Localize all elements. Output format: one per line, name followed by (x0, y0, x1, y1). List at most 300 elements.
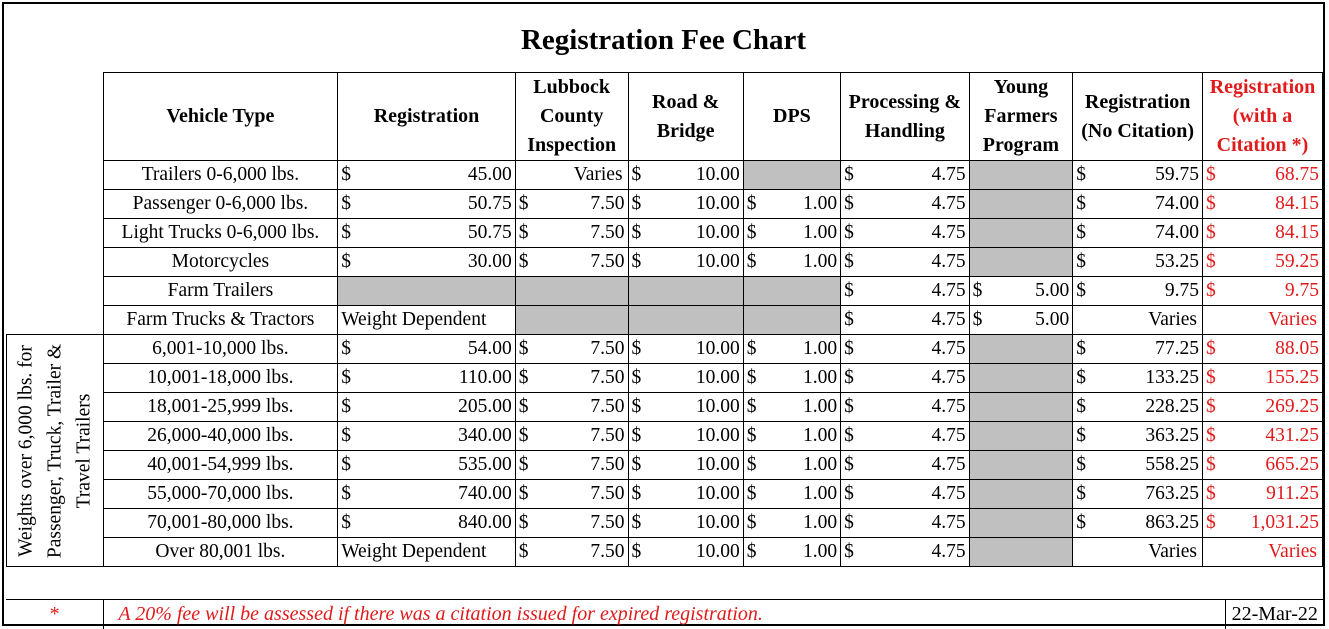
currency-symbol: $ (746, 425, 757, 446)
currency-symbol: $ (972, 280, 983, 301)
currency-symbol: $ (1206, 483, 1216, 504)
amount-value: 7.50 (590, 338, 625, 359)
currency-symbol: $ (844, 396, 854, 417)
currency-symbol: $ (518, 251, 529, 272)
young-farmers-cell (969, 277, 1073, 306)
with-citation-cell: Varies (1203, 306, 1323, 335)
registration-cell (338, 451, 516, 480)
processing-cell (841, 393, 970, 422)
registration-cell (338, 190, 516, 219)
amount-value: 1.00 (802, 396, 838, 417)
with-citation-cell (1203, 422, 1323, 451)
currency-symbol: $ (844, 309, 854, 330)
fee-row (7, 451, 1323, 480)
currency-symbol: $ (1076, 251, 1087, 272)
processing-cell (841, 480, 970, 509)
currency-symbol: $ (341, 512, 351, 533)
registration-cell (338, 480, 516, 509)
amount-value: 7.50 (590, 425, 625, 446)
currency-symbol: $ (518, 222, 529, 243)
amount-value: 863.25 (1145, 512, 1200, 533)
no-citation-cell (1073, 190, 1203, 219)
currency-symbol: $ (844, 338, 854, 359)
currency-symbol: $ (1206, 367, 1216, 388)
inspection-cell (515, 509, 628, 538)
amount-value: 10.00 (695, 425, 740, 446)
with-citation-cell (1203, 451, 1323, 480)
amount-value: 59.25 (1275, 251, 1319, 272)
currency-symbol: $ (1076, 367, 1087, 388)
amount-value: 10.00 (695, 338, 740, 359)
processing-cell (841, 219, 970, 248)
header-lubbock-inspection: Lubbock County Inspection (515, 73, 628, 161)
header-dps: DPS (743, 73, 840, 161)
footnote-star: * (6, 600, 104, 629)
currency-symbol: $ (1206, 396, 1216, 417)
road-bridge-cell (628, 509, 743, 538)
dps-cell (743, 509, 840, 538)
amount-value: 88.05 (1275, 338, 1319, 359)
currency-symbol: $ (1076, 483, 1087, 504)
vehicle-type-cell: 6,001-10,000 lbs. (103, 335, 338, 364)
weight-group-label (7, 335, 104, 567)
amount-value: 7.50 (590, 193, 625, 214)
currency-symbol: $ (341, 425, 351, 446)
amount-value: 10.00 (695, 541, 740, 562)
fee-row (7, 480, 1323, 509)
currency-symbol: $ (844, 483, 854, 504)
dps-cell (743, 538, 840, 567)
footnote-text: A 20% fee will be assessed if there was a citation issued for expired registration. (118, 603, 763, 625)
amount-value: 4.75 (931, 483, 966, 504)
road-bridge-cell (628, 306, 743, 335)
with-citation-cell (1203, 190, 1323, 219)
registration-cell: Weight Dependent (338, 538, 516, 567)
dps-cell (743, 219, 840, 248)
inspection-cell (515, 364, 628, 393)
vehicle-type-cell: Farm Trailers (103, 277, 338, 306)
vehicle-type-cell: 10,001-18,000 lbs. (103, 364, 338, 393)
vehicle-type-cell: Light Trucks 0-6,000 lbs. (103, 219, 338, 248)
amount-value: 7.50 (590, 454, 625, 475)
inspection-cell (515, 190, 628, 219)
amount-value: 205.00 (458, 396, 512, 417)
no-citation-cell: Varies (1073, 538, 1203, 567)
currency-symbol: $ (1076, 280, 1087, 301)
processing-cell (841, 422, 970, 451)
road-bridge-cell (628, 364, 743, 393)
processing-cell (841, 277, 970, 306)
currency-symbol: $ (1076, 222, 1087, 243)
currency-symbol: $ (746, 222, 757, 243)
amount-value: 1.00 (802, 367, 838, 388)
no-citation-cell (1073, 248, 1203, 277)
currency-symbol: $ (1076, 396, 1087, 417)
amount-value: 1.00 (802, 222, 838, 243)
currency-symbol: $ (341, 193, 351, 214)
currency-symbol: $ (341, 164, 351, 185)
amount-value: 4.75 (931, 541, 966, 562)
footnote-gap (6, 570, 1323, 600)
with-citation-cell (1203, 480, 1323, 509)
currency-symbol: $ (844, 164, 854, 185)
amount-value: 4.75 (931, 309, 966, 330)
vehicle-type-cell: 18,001-25,999 lbs. (103, 393, 338, 422)
amount-value: 77.25 (1155, 338, 1200, 359)
young-farmers-cell (969, 248, 1073, 277)
registration-cell (338, 248, 516, 277)
row-spacer (7, 306, 104, 335)
amount-value: 53.25 (1155, 251, 1200, 272)
currency-symbol: $ (844, 454, 854, 475)
processing-cell (841, 509, 970, 538)
currency-symbol: $ (746, 541, 757, 562)
header-with-citation: Registration (with a Citation *) (1203, 73, 1323, 161)
amount-value: 4.75 (931, 454, 966, 475)
currency-symbol: $ (518, 367, 529, 388)
amount-value: 9.75 (1284, 280, 1319, 301)
amount-value: 10.00 (695, 251, 740, 272)
chart-title: Registration Fee Chart (520, 24, 807, 56)
currency-symbol: $ (844, 222, 854, 243)
young-farmers-cell (969, 538, 1073, 567)
amount-value: 10.00 (695, 483, 740, 504)
dps-cell (743, 364, 840, 393)
row-spacer (7, 248, 104, 277)
fee-row (7, 364, 1323, 393)
no-citation-cell (1073, 480, 1203, 509)
amount-value: 665.25 (1265, 454, 1319, 475)
amount-value: 9.75 (1164, 280, 1200, 301)
no-citation-cell (1073, 393, 1203, 422)
no-citation-cell (1073, 451, 1203, 480)
processing-cell (841, 190, 970, 219)
with-citation-cell (1203, 219, 1323, 248)
registration-cell: Weight Dependent (338, 306, 516, 335)
amount-value: 54.00 (467, 338, 512, 359)
currency-symbol: $ (1076, 193, 1087, 214)
amount-value: 155.25 (1265, 367, 1319, 388)
road-bridge-cell (628, 422, 743, 451)
young-farmers-cell (969, 509, 1073, 538)
amount-value: 68.75 (1275, 164, 1319, 185)
amount-value: 10.00 (695, 222, 740, 243)
amount-value: 740.00 (458, 483, 512, 504)
young-farmers-cell (969, 422, 1073, 451)
with-citation-cell (1203, 277, 1323, 306)
amount-value: 74.00 (1155, 193, 1200, 214)
inspection-cell (515, 422, 628, 451)
young-farmers-cell (969, 219, 1073, 248)
currency-symbol: $ (518, 512, 529, 533)
amount-value: 535.00 (458, 454, 512, 475)
currency-symbol: $ (1076, 425, 1087, 446)
amount-value: 74.00 (1155, 222, 1200, 243)
currency-symbol: $ (1076, 164, 1087, 185)
currency-symbol: $ (746, 396, 757, 417)
inspection-cell (515, 335, 628, 364)
currency-symbol: $ (1076, 512, 1087, 533)
currency-symbol: $ (1206, 425, 1216, 446)
amount-value: 340.00 (458, 425, 512, 446)
young-farmers-cell (969, 364, 1073, 393)
header-young-farmers: Young Farmers Program (969, 73, 1073, 161)
currency-symbol: $ (746, 338, 757, 359)
fee-row (7, 393, 1323, 422)
inspection-cell (515, 393, 628, 422)
amount-value: 4.75 (931, 338, 966, 359)
registration-cell (338, 161, 516, 190)
amount-value: 5.00 (1035, 309, 1070, 330)
amount-value: 4.75 (931, 193, 966, 214)
no-citation-cell (1073, 509, 1203, 538)
amount-value: 911.25 (1266, 483, 1319, 504)
amount-value: 1.00 (802, 512, 838, 533)
amount-value: 4.75 (931, 222, 966, 243)
road-bridge-cell (628, 161, 743, 190)
vehicle-type-cell: 55,000-70,000 lbs. (103, 480, 338, 509)
vehicle-type-cell: 70,001-80,000 lbs. (103, 509, 338, 538)
young-farmers-cell (969, 335, 1073, 364)
chart-date: 22-Mar-22 (1226, 600, 1323, 629)
inspection-cell: Varies (515, 161, 628, 190)
amount-value: 4.75 (931, 280, 966, 301)
dps-cell (743, 190, 840, 219)
amount-value: 10.00 (695, 512, 740, 533)
amount-value: 110.00 (458, 367, 512, 388)
currency-symbol: $ (341, 483, 351, 504)
fee-row (7, 248, 1323, 277)
amount-value: 1.00 (802, 454, 838, 475)
currency-symbol: $ (631, 164, 642, 185)
with-citation-cell (1203, 393, 1323, 422)
amount-value: 30.00 (467, 251, 512, 272)
row-spacer (7, 190, 104, 219)
registration-cell (338, 422, 516, 451)
amount-value: 1.00 (802, 483, 838, 504)
inspection-cell (515, 306, 628, 335)
header-row (7, 73, 1323, 161)
amount-value: 431.25 (1265, 425, 1319, 446)
amount-value: 7.50 (590, 512, 625, 533)
fee-row (7, 509, 1323, 538)
amount-value: 10.00 (695, 193, 740, 214)
fee-row (7, 161, 1323, 190)
currency-symbol: $ (1206, 193, 1216, 214)
header-no-citation: Registration (No Citation) (1073, 73, 1203, 161)
currency-symbol: $ (518, 454, 529, 475)
currency-symbol: $ (844, 193, 854, 214)
fee-chart-sheet (2, 2, 1325, 626)
dps-cell (743, 393, 840, 422)
currency-symbol: $ (631, 193, 642, 214)
currency-symbol: $ (1206, 338, 1216, 359)
vehicle-type-cell: Farm Trucks & Tractors (103, 306, 338, 335)
amount-value: 45.00 (467, 164, 512, 185)
currency-symbol: $ (844, 512, 854, 533)
amount-value: 84.15 (1275, 222, 1319, 243)
amount-value: 50.75 (467, 222, 512, 243)
road-bridge-cell (628, 538, 743, 567)
amount-value: 1.00 (802, 193, 838, 214)
registration-cell (338, 509, 516, 538)
road-bridge-cell (628, 277, 743, 306)
amount-value: 7.50 (590, 396, 625, 417)
amount-value: 763.25 (1145, 483, 1200, 504)
currency-symbol: $ (746, 483, 757, 504)
vehicle-type-cell: Motorcycles (103, 248, 338, 277)
road-bridge-cell (628, 219, 743, 248)
fee-row (7, 277, 1323, 306)
currency-symbol: $ (518, 483, 529, 504)
inspection-cell (515, 248, 628, 277)
dps-cell (743, 161, 840, 190)
road-bridge-cell (628, 393, 743, 422)
dps-cell (743, 480, 840, 509)
registration-cell (338, 335, 516, 364)
currency-symbol: $ (1076, 454, 1087, 475)
young-farmers-cell (969, 306, 1073, 335)
young-farmers-cell (969, 190, 1073, 219)
currency-symbol: $ (631, 222, 642, 243)
currency-symbol: $ (844, 280, 854, 301)
amount-value: 7.50 (590, 541, 625, 562)
amount-value: 5.00 (1035, 280, 1070, 301)
currency-symbol: $ (1206, 454, 1216, 475)
currency-symbol: $ (631, 454, 642, 475)
weight-group-text: Weights over 6,000 lbs. for Passenger, Truck, Trailer & Travel Trailers (15, 343, 95, 558)
registration-cell (338, 393, 516, 422)
amount-value: 7.50 (590, 251, 625, 272)
row-spacer (7, 219, 104, 248)
processing-cell (841, 161, 970, 190)
amount-value: 4.75 (931, 164, 966, 185)
amount-value: 1.00 (802, 541, 838, 562)
with-citation-cell (1203, 509, 1323, 538)
amount-value: 4.75 (931, 425, 966, 446)
amount-value: 50.75 (467, 193, 512, 214)
amount-value: 7.50 (590, 222, 625, 243)
young-farmers-cell (969, 161, 1073, 190)
processing-cell (841, 306, 970, 335)
fee-row (7, 335, 1323, 364)
with-citation-cell (1203, 161, 1323, 190)
road-bridge-cell (628, 451, 743, 480)
currency-symbol: $ (341, 367, 351, 388)
vehicle-type-cell: Trailers 0-6,000 lbs. (103, 161, 338, 190)
amount-value: 7.50 (590, 367, 625, 388)
registration-cell (338, 364, 516, 393)
processing-cell (841, 451, 970, 480)
amount-value: 4.75 (931, 251, 966, 272)
currency-symbol: $ (518, 396, 529, 417)
processing-cell (841, 335, 970, 364)
currency-symbol: $ (341, 338, 351, 359)
currency-symbol: $ (1076, 338, 1087, 359)
currency-symbol: $ (631, 396, 642, 417)
inspection-cell (515, 451, 628, 480)
header-spacer (7, 73, 104, 161)
currency-symbol: $ (1206, 251, 1216, 272)
no-citation-cell (1073, 335, 1203, 364)
currency-symbol: $ (746, 512, 757, 533)
dps-cell (743, 422, 840, 451)
amount-value: 7.50 (590, 483, 625, 504)
currency-symbol: $ (631, 483, 642, 504)
currency-symbol: $ (631, 251, 642, 272)
currency-symbol: $ (844, 541, 854, 562)
currency-symbol: $ (518, 193, 529, 214)
fee-row (7, 190, 1323, 219)
header-registration: Registration (338, 73, 516, 161)
currency-symbol: $ (746, 251, 757, 272)
currency-symbol: $ (972, 309, 983, 330)
currency-symbol: $ (844, 251, 854, 272)
with-citation-cell (1203, 364, 1323, 393)
dps-cell (743, 335, 840, 364)
inspection-cell (515, 277, 628, 306)
amount-value: 1.00 (802, 338, 838, 359)
amount-value: 4.75 (931, 512, 966, 533)
vehicle-type-cell: Over 80,001 lbs. (103, 538, 338, 567)
with-citation-cell (1203, 335, 1323, 364)
dps-cell (743, 277, 840, 306)
no-citation-cell (1073, 219, 1203, 248)
amount-value: 59.75 (1155, 164, 1200, 185)
amount-value: 228.25 (1145, 396, 1200, 417)
amount-value: 1.00 (802, 425, 838, 446)
currency-symbol: $ (1206, 280, 1216, 301)
registration-cell (338, 219, 516, 248)
dps-cell (743, 451, 840, 480)
currency-symbol: $ (518, 541, 529, 562)
footnote-table (6, 570, 1323, 629)
currency-symbol: $ (1206, 164, 1216, 185)
currency-symbol: $ (341, 396, 351, 417)
amount-value: 10.00 (695, 454, 740, 475)
road-bridge-cell (628, 335, 743, 364)
vehicle-type-cell: 40,001-54,999 lbs. (103, 451, 338, 480)
amount-value: 558.25 (1145, 454, 1200, 475)
currency-symbol: $ (746, 454, 757, 475)
processing-cell (841, 538, 970, 567)
fee-row (7, 219, 1323, 248)
young-farmers-cell (969, 451, 1073, 480)
currency-symbol: $ (1206, 222, 1216, 243)
currency-symbol: $ (631, 541, 642, 562)
currency-symbol: $ (518, 425, 529, 446)
young-farmers-cell (969, 480, 1073, 509)
amount-value: 4.75 (931, 367, 966, 388)
currency-symbol: $ (518, 338, 529, 359)
header-processing: Processing & Handling (841, 73, 970, 161)
inspection-cell (515, 538, 628, 567)
vehicle-type-cell: Passenger 0-6,000 lbs. (103, 190, 338, 219)
currency-symbol: $ (844, 425, 854, 446)
no-citation-cell (1073, 364, 1203, 393)
currency-symbol: $ (631, 338, 642, 359)
vehicle-type-cell: 26,000-40,000 lbs. (103, 422, 338, 451)
amount-value: 1,031.25 (1250, 512, 1319, 533)
currency-symbol: $ (341, 454, 351, 475)
fee-row (7, 538, 1323, 567)
no-citation-cell (1073, 422, 1203, 451)
currency-symbol: $ (631, 425, 642, 446)
registration-cell (338, 277, 516, 306)
young-farmers-cell (969, 393, 1073, 422)
road-bridge-cell (628, 480, 743, 509)
amount-value: 10.00 (695, 164, 740, 185)
